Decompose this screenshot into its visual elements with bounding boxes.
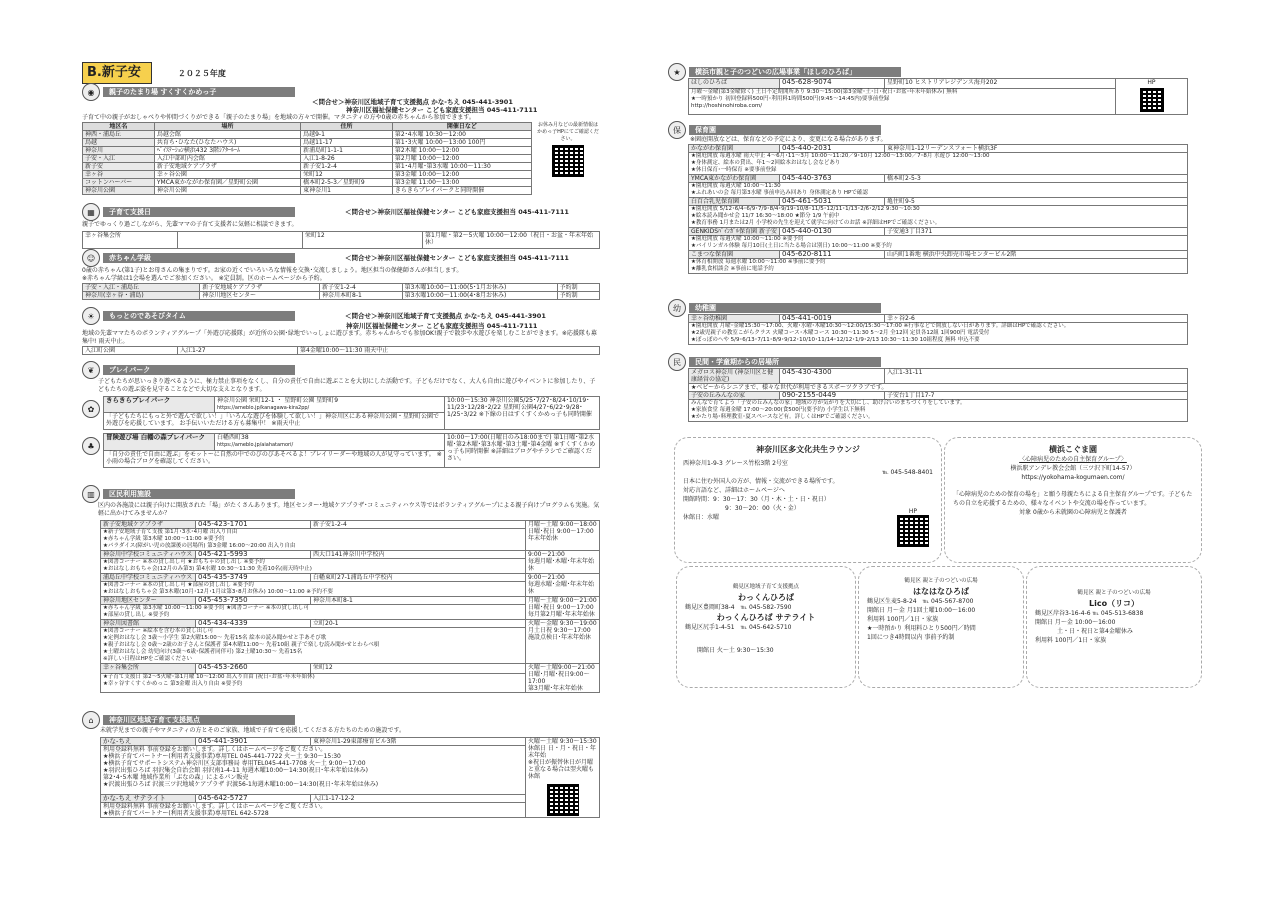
table-row: 神奈川公園 神奈川公園 東神奈川1 きらきらプレイパークと同時開催 [83, 187, 532, 195]
card-title: 横浜こぐま園 [1049, 445, 1097, 454]
playpark-url[interactable]: https://ameblo.jp/aiahatamori/ [217, 442, 294, 448]
playpark-table-2: 冒険遊び場 白幡の森プレイパーク 白幡西町38 https://ameblo.jp/aiahatamori/ 10:00～17:00(日曜日のみ18:00まで) 第1日曜･第2水曜･第2木曜･第3水曜･第3土曜･第4金曜 ※すくすくかめっ子も同時開催 ※詳細はブログやチラシでご確認ください。 「自分の責任で自由に遊ぶ」をモットーに自然の中でのびのびあそべるよ！プレイリーダーや地域の人が見守っています。 ※小雨の場合ブログを確認してください。 [103, 433, 600, 468]
sotoasobi-table: 入江町公園 入江1-27 第4金曜10:00～11:30 雨天中止 [82, 346, 600, 355]
table-row: 白百合乳児保育園 045-461-5031 亀住町9-5 [689, 198, 1188, 206]
lounge-card: 神奈川区多文化共生ラウンジ 西神奈川1-9-3 グレース竹松3階 2号室 ℡ 045-548-8401 日本に住む外国人の方が、情報・交流ができる場所です。 対応言語など、詳細はホームページへ 開館時間：9：30～17：30（月・木・土・日・祝日） 9：30～20：00（火・金） 休館日：水曜 HP [674, 437, 942, 563]
card-title: はなはなひろば [913, 587, 969, 596]
section-hoshino [668, 66, 1190, 115]
hoikuen-table: かながわ保育園 045-440-2031 東神奈川1-12リーデンスフォート横浜3F ★園庭開放 毎週水曜 雨天中止 4～6月･11～3月 10:00～11:20／9･10月 12:00～13:00／7･8月 水遊び 12:00～13:00 ★身体測定、絵本の貸出、年1～2回絵本おはなし会などあり ★休日保育･一時保育 ※要事前登録 YMCA東かながわ保育園 045-440-3763 橋本町2-5-3 ★園庭開放 毎週火曜 10:00～11:30 ★ふれあいの会 毎月第3水曜 事前申込み回あり 身体測定あり HPで確認 白百合乳児保育園 045-461-5031 亀住町9-5 ★園庭開放 5/12･6/4･6/9･7/9･8/4･9/19･10/8･11/5･12/11･1/13･2/6･2/12 9:30～10:30 ★絵本読み聞かせ会 11/7 16:30～18:00 ★節分 1/9 午前中 ★教育事務 1月または2月 小学校の先生を迎えて就学に向けてのお話 ※詳細はHPでご確認ください。 GENKIDSﾊﾟｲﾝｶﾞﾙ保育園 新子安 045-440-0130 子安通3丁目371 ★園庭開放 毎週火曜 10:00～11:00 ※要予約 ★バイリンガル体験 毎月10日(土日に当たる場合は別日) 10:00～11:00 ※要予約 こまつな保育園 045-620-8111 山内町1番地 横浜中央卸売市場センタービル2階 ★休育相開放 毎週水曜 10:00～11:00 ※事前に要予約 ★離乳食相談会 ※事前に電話予約 [688, 144, 1188, 274]
qr-code-icon[interactable] [1140, 88, 1164, 112]
section-description: 子どもたちが思いっきり遊べるように、極力禁止事項をなくし、自分の責任で自由に遊ぶことを大切にした活動です。子どもだけでなく、大人も自由に遊びやイベントに参加したり、子どもたちの遊ぶ姿を見守ることなどで大切な支えとなります。 [98, 378, 596, 393]
akachan-table [82, 283, 600, 300]
playpark-logo-icon: ✿ [82, 400, 100, 418]
section-description: 地域の先輩ママたちのボランティアグループ「外遊び応援隊」が近所の公園･緑地でいっしょに遊びます。赤ちゃんからでも参加OK!親子で散歩や水遊びを楽しむことができます。※応援隊も募集中! 雨天中止。 [82, 330, 597, 345]
table-row: GENKIDSﾊﾟｲﾝｶﾞﾙ保育園 新子安 045-440-0130 子安通3丁目371 [689, 228, 1188, 236]
parent-child-icon: ◉ [82, 83, 100, 101]
table-row: 幸ヶ谷 幸ヶ谷公園 栄町12 第3金曜 10:00～12:00 [83, 171, 532, 179]
leaf-icon: ❦ [82, 361, 100, 379]
section-title: 保育園 [689, 125, 881, 135]
hoikuen-icon: 保 [668, 121, 686, 139]
table-row: 神奈川図書館 045-434-4339 立町20-1 火曜～金曜 9:30～19:00 月土日祝 9:30～17:00 施設点検日･年末年始休 [101, 620, 600, 628]
section-title: もっとのであそびタイム [103, 311, 295, 321]
section-title: 親子のたまり場 すくすくかめっ子 [103, 87, 295, 97]
hoshino-table: ほしのひろば 045-628-9074 星野町10 ヒストリアレジデンス海舟202 HP 月曜～金曜(第3金曜除く) 土日不定期開所あり 9:30～15:00(第3金曜･土･日･祝日･お盆･年末年始休み) 無料 ★一時預かり 初回登録料500円･利用料1時間500円(9:45～14:45内)要事前登録 http://hoshinohiroba.com/ [688, 78, 1188, 115]
contact-line: ＜問合せ＞神奈川区地域子育て支援拠点 かな-ちえ 045-441-3901 [345, 312, 546, 320]
minkan-table: メガロス神奈川 (神奈川区と健康経営の協定) 045-430-4300 入江1-31-11 ★ベビーからシニアまで、様々な世代が利用できるスポーツクラブです。 子安の丘みんなの家 090-2155-0449 子安台1丁目17-7 みんなで育てよう「子安の丘みんなの家」地域の方が気がりを大切にし、助け合いのまちづくりをしています。 ★家族食堂 毎週金曜 17:00～20:00(食500円(要予約) 小学生以下無料 ★かたり場･料理教室･夏スペースなど有。詳しくはHPでご確認ください。 [688, 368, 1188, 422]
contact-line: ＜問合せ＞神奈川区福祉保健センター こども家庭支援担当 045-411-7111 [345, 254, 569, 262]
area-badge: B.新子安 [82, 62, 152, 84]
section-kyoten [82, 714, 600, 818]
table-row: 鳥越 共育ち･ひなた(ひなたハウス) 鳥越11-17 第1･3火曜 10:00～13:00 100円 [83, 139, 532, 147]
playpark-url[interactable]: https://ameblo.jp/kanagawa-kira2pp/ [217, 405, 310, 411]
table-row: 神奈川(幸ヶ谷・浦島) 神奈川地区センター 神奈川本町8-1 第3水曜10:00～11:00(4･8月お休み) 予約制 [83, 292, 600, 300]
section-title: 民間・学童期からの居場所 [689, 357, 881, 367]
kogumaen-card: 横浜こぐま園 〈心障病児のための自主保育グループ〉 横浜駅アンデレ教会会館（三ツ沢下町14-57） https://yokohama-kogumaen.com/ 「心障病児のための保育の場を」と願う母親たちによる自主保育グループです。子どもたちの自立を応援するための、様々なイベントや交流の場を作っています。 対象 0歳から未就園の心障病児と保護者 [944, 437, 1202, 563]
section-title: 赤ちゃん学級 [103, 253, 295, 263]
star-icon: ★ [668, 63, 686, 81]
building-icon: ▥ [82, 485, 100, 503]
section-title: プレイパーク [103, 365, 295, 375]
yochien-table: 幸ヶ谷幼稚園 045-441-0019 幸ヶ谷2-6 ★園庭開放 月曜･金曜15:30～17:00、火曜･水曜･木曜10:30～12:00/15:30～17:00 ※行事などで開放しない日があります。詳細はHPで確認ください。 ★2歳児親子の教室こがらクラス 火曜コース･木曜コース 10:30～11:30 5～2月 全12回 定員各12組 1回900円 電話受付 ★ぽっぽのへや 5/9･6/13･7/11･8/9･9/12･10/10･11/14･12/12･1/9･2/13 10:30～11:30 10組程度 無料 申込不要 [688, 314, 1188, 345]
section-description: 子育て中の親子がおしゃべりや仲間づくりができる「親子のたまり場」を地域の方々で開催。マタニティの方や0歳の赤ちゃんから参加できます。 [82, 114, 475, 121]
table-row: 幸ヶ谷集会所 045-453-2660 栄町12 火曜～土曜9:00～21:00 日曜･月曜･祝日9:00～17:00 第3月曜･年末年始休 [101, 664, 600, 674]
contact-line: 神奈川区福祉保健センター こども家庭支援担当 045-411-7111 [346, 106, 538, 114]
table-row: 神西・浦島丘 鳥越会館 鳥越9-1 第2･4水曜 10:30～12:00 [83, 131, 532, 139]
section-title: 横浜市親と子のつどいの広場事業「ほしのひろば」 [689, 67, 901, 77]
table-row: 子安・入江 入江中部町内会館 入江1-8-26 第2月曜 10:00～12:00 [83, 155, 532, 163]
section-title: 神奈川区地域子育て支援拠点 [103, 715, 295, 725]
kyoten-table: かな-ちえ 045-441-3901 東神奈川1-29東部療育ビル3階 火曜～土曜 9:30～15:30 休館日 日・月・祝日・年末年始 ※祝日が振替休日が月曜と重なる場合は翌火曜も休館 利用登録料無料 事前登録をお願いします。詳しくはホームページをご覧ください。 ★横浜子育てパートナー(利用者支援事業)専用TEL 045-441-7722 火～土 9:30～15:30 ★横浜子育てサポートシステム神奈川区支部事務局 専用TEL045-441-7708 火～土 9:00～17:00 ★羽沢出張ひろば 羽沢集会自治会館 羽沢南1-4-11 毎週木曜10:00～14:30(祝日･年末年始は休み) 第2･4･5木曜 地域作業所「ぶなの森」によるパン販売 ★沢渡出張ひろば 沢渡三ツ沢地域ケアプラザ 沢渡56-1毎週木曜10:00～14:30(祝日･年末年始は休み) かな-ちえ サテライト 045-642-5727 入江1-17-12-2 利用登録料無料 事前登録をお願いします。詳しくはホームページをご覧ください。 ★横浜子育てパートナー(利用者支援事業)専用TEL 642-5728 [100, 737, 600, 818]
section-title: 区民利用施設 [103, 489, 295, 499]
table-row: 新子安地域ケアプラザ 045-423-1701 新子安1-2-4 月曜～土曜 9:00～18:00 日曜･祝日 9:00～17:00 年末年始休 [101, 521, 600, 529]
lico-card: 鶴見区 親と子のつどいの広場 Lico（リコ） 鶴見区岸谷3-16-4-6 ℡ 045-513-6838 開館日 月～金 10:00～16:00 土・日・祝日と第4金曜休み 利用料 100円／1日・家族 [1026, 566, 1202, 688]
section-description: 親子でゆっくり過ごしながら、先輩ママの子育て支援者に気軽に相談できます。 [82, 221, 298, 228]
table-row: コットンハーバー YMCA東かながわ保育園／星野町公園 橋本町2-5-3／星野町9 第3金曜 11:00～13:00 [83, 179, 532, 187]
section-description: 未就学児までの親子やマタニティの方とそのご家族、地域で子育てを応援してくださる方たちのための施設です。 [100, 727, 406, 734]
section-hoikuen [668, 124, 1190, 274]
section-description: 区内の各施設には親子向けに開放された「場」がたくさんあります。地区センター･地域ケアプラザ･コミュニティハウス等ではボランティアグループによる親子向けプログラムも実施。気軽に出かけてみませんか？ [98, 502, 600, 517]
section-playpark [82, 364, 600, 468]
card-title: 神奈川区多文化共生ラウンジ [756, 445, 860, 454]
contact-line: ＜問合せ＞神奈川区福祉保健センター こども家庭支援担当 045-411-7111 [345, 208, 569, 216]
calendar-icon: ▦ [82, 203, 100, 221]
tree-icon: ♣ [82, 437, 100, 455]
wakkun-card: 鶴見区地域子育て支援拠点 わっくんひろば 鶴見区豊岡町38-4 ℡ 045-582-7590 わっくんひろば サテライト 鶴見区尻手1-4-51 ℡ 045-642-5710 開館日 火～土 9:30～15:30 [676, 566, 856, 688]
table-row: 新子安 新子安地域ケアプラザ 新子安1-2-4 第1･4月曜･第3水曜 10:00～11:30 [83, 163, 532, 171]
section-title: 幼稚園 [689, 303, 881, 313]
qr-code-icon[interactable] [552, 145, 584, 177]
table-row: 子安・入江・浦島丘 新子安地域ケアプラザ 新子安1-2-4 第3木曜10:00～11:00(5･1月お休み) 予約制 [83, 284, 600, 292]
section-description: ※園庭開放などは、保育などの予定により、変更になる場合があります。 [690, 136, 887, 143]
sun-icon: ☀ [82, 307, 100, 325]
section-yochien [668, 302, 1190, 345]
table-row: YMCA東かながわ保育園 045-440-3763 橋本町2-5-3 [689, 175, 1188, 183]
hoshino-url[interactable]: http://hoshinohiroba.com/ [691, 102, 763, 109]
section-akachan [82, 252, 600, 300]
yochien-icon: 幼 [668, 299, 686, 317]
section-sotoasobi [82, 310, 600, 355]
hanahana-card: 鶴見区 親と子のつどいの広場 はなはなひろば 鶴見区生麦5-8-24 ℡ 045-567-8700 開館日 月～金 月1回土曜10:00～16:00 利用料 100円／1日・家族 ★一時預かり 利用料ひとり500円／時間 1回につき4時間以内 事前予約制 [858, 566, 1024, 688]
table-row: こまつな保育園 045-620-8111 山内町1番地 横浜中央卸売市場センタービル2階 [689, 251, 1188, 259]
card-title: Lico（リコ） [1089, 599, 1139, 608]
house-icon: ⌂ [82, 711, 100, 729]
section-minkan [668, 356, 1190, 422]
section-description: 0歳の赤ちゃん(第1子)とお母さんの集まりです。お家の近くでいろいろな情報を交換･交流しましょう。地区担当の保健師さんが担当します。 [82, 267, 463, 274]
hp-note: お休み月などの最新情報はかめっ子HPにてご確認ください。 [537, 122, 599, 142]
contact-line: 神奈川区福祉保健センター こども家庭支援担当 045-411-7111 [346, 322, 538, 330]
card-title: わっくんひろば [738, 593, 794, 602]
year-label: ２０２５年度 [177, 68, 226, 78]
page-header [82, 62, 226, 84]
qr-code-icon[interactable] [897, 515, 929, 547]
kogumaen-url[interactable]: https://yokohama-kogumaen.com/ [1021, 474, 1125, 481]
qr-code-icon[interactable] [547, 784, 579, 816]
playpark-table-1: きらきらプレイパーク 神奈川公園 栄町12-1 ・ 星野町公園 星野町9 https://ameblo.jp/kanagawa-kira2pp/ 10:00～15:30 神奈川公園5/25･7/27･8/24･10/19･11/23･12/28･2/22 星野町公園4/27･6/22･9/28･1/25･3/22 ※下線の日はすくすくかめっ子も同時開催 「子どもたちにもっと外で遊んで欲しい！」「いろんな遊びを体験して欲しい！」神奈川区にある神奈川公園・星野町公園で外遊びを応援しています。 お手伝いいただける方も募集中！ ※雨天中止 [103, 396, 600, 430]
contact-line: ＜問合せ＞神奈川区地域子育て支援拠点 かな-ちえ 045-441-3901 [312, 98, 513, 106]
section-facilities [82, 488, 600, 693]
table-row: 神奈川 ﾍﾞｲｽﾃｰｼｮﾝ横浜432 3階ｼｱﾀｰﾙｰﾑ 新浦島町1-1-1 第2木曜 10:00～12:00 [83, 147, 532, 155]
shienbi-table: 幸ヶ谷集会所 栄町12 第1月曜・第2～5火曜 10:00～12:00（祝日・お盆・年末年始休） [82, 231, 600, 249]
section-tamariba [82, 86, 600, 195]
section-note: ※赤ちゃん学級は1会場を選んでご参加ください。 ※定員制。区のホームページから予約。 [82, 275, 326, 282]
facilities-table: 新子安地域ケアプラザ 045-423-1701 新子安1-2-4 月曜～土曜 9:00～18:00 日曜･祝日 9:00～17:00 年末年始休 ★新子安地域子育て支援 第1月･3水･4月曜 出入り自由 ★赤ちゃん学級 第3木曜 10:00～11:00 ※要予約 ★パラダイス(障がい児の放課後の居場所) 第3金曜 16:00～20:00 出入り自由 神奈川中学校コミュニティハウス 045-421-5993 西大口141神奈川中学校内 9:00～21:00 毎週月曜･木曜･年末年始休 ★図書コーナー ※本の貸し出し可 ★おもちゃの貸し出し ※要予約 ★おはなしおもちゃ会(12月のみ第3) 第4水曜 10:30～11:30 先着10名(雨天時中止) 浦島丘中学校コミュニティハウス 045-435-3749 白幡東町27-1浦島丘中学校内 9:00～21:00 毎週水曜･金曜･年末年始休 ★図書コーナー ※本の貸し出し可 ★部屋の貸し出し ※要予約 ★おはなしおもちゃ会 第3木曜(10月･12月･1月は第3･8月お休み) 10:00～11:00 ※予約不要 神奈川地区センター 045-453-7350 神奈川本町8-1 月曜～土曜 9:00～21:00 日曜･祝日 9:00～17:00 毎月第2月曜･年末年始休 ★赤ちゃん学級 第3水曜 10:00～11:00 ※要予約 ★図書コーナー ※本の貸し出し可 ★部屋の貸し出し ※要予約 神奈川図書館 045-434-4339 立町20-1 火曜～金曜 9:30～19:00 月土日祝 9:30～17:00 施設点検日･年末年始休 ★図書コーナー ※絵本を含む本の貸し出し可 ★定例おはなし会 3歳～小学生 第2火曜15:00～ 先着15名 絵本の読み聞かせと手あそび歌 ★親子おはなし会 0歳～2歳のお子さんと保護者 第4木曜11:00～ 先着10組 親子で楽しむ読み聞かせとわらべ唄 ★土曜おはなし会 幼児向け(3歳～6歳･保護者同伴可) 第2土曜10:30～ 先着15名 ※詳しい日程はHPをご確認ください 幸ヶ谷集会所 045-453-2660 栄町12 火曜～土曜9:00～21:00 日曜･月曜･祝日9:00～17:00 第3月曜･年末年始休 ★子育て支援日 第2～5火曜･第1月曜 10～12:00 出入り自由 (祝日･お盆･年末年始休) ★幸ヶ谷すくすくかめっこ 第3金曜 出入り自由 ※要予約 [100, 520, 600, 693]
table-row: 神奈川中学校コミュニティハウス 045-421-5993 西大口141神奈川中学校内 9:00～21:00 毎週月曜･木曜･年末年始休 [101, 551, 600, 559]
tamariba-table: 地区名 場所 住所 開催日など 神西・浦島丘 鳥越会館 鳥越9-1 第2･4水曜 10:30～12:00 鳥越 共育ち･ひなた(ひなたハウス) 鳥越11-17 第1･3火曜 10:00～13:00 100円 神奈川 ﾍﾞｲｽﾃｰｼｮﾝ横浜432 3階ｼｱﾀｰﾙｰﾑ 新浦島町1-1-1 第2木曜 10:00～12:00 子安・入江 入江中部町内会館 入江1-8-26 第2月曜 10:00～12:00 新子安 新子安地域ケアプラザ 新子安1-2-4 第1･4月曜･第3水曜 10:00～11:30 幸ヶ谷 幸ヶ谷公園 栄町12 第3金曜 10:00～12:00 コットンハーバー YMCA東かながわ保育園／星野町公園 橋本町2-5-3／星野町9 第3金曜 11:00～13:00 神奈川公園 神奈川公園 東神奈川1 きらきらプレイパークと同時開催 [82, 122, 532, 195]
table-row: 神奈川地区センター 045-453-7350 神奈川本町8-1 月曜～土曜 9:00～21:00 日曜･祝日 9:00～17:00 毎月第2月曜･年末年始休 [101, 597, 600, 605]
table-row: 浦島丘中学校コミュニティハウス 045-435-3749 白幡東町27-1浦島丘中学校内 9:00～21:00 毎週水曜･金曜･年末年始休 [101, 574, 600, 582]
table-row: かながわ保育園 045-440-2031 東神奈川1-12リーデンスフォート横浜3F [689, 145, 1188, 153]
baby-icon: ☺ [82, 249, 100, 267]
section-shienbi [82, 206, 600, 249]
section-title: 子育て支援日 [103, 207, 295, 217]
minkan-icon: 民 [668, 353, 686, 371]
